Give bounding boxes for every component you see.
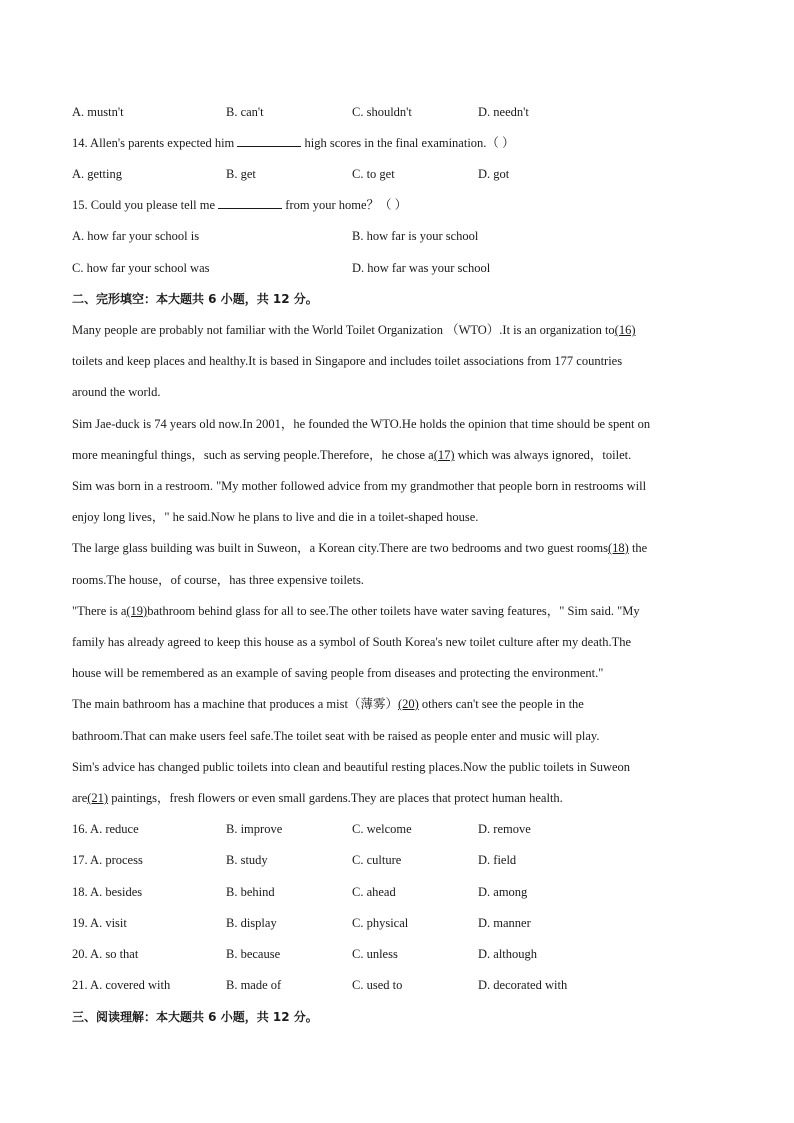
- passage-line: rooms.The house，of course，has three expensive toilets.: [72, 573, 364, 587]
- passage-line: Sim was born in a restroom. "My mother followed advice from my grandmother that people born in restrooms will: [72, 479, 647, 493]
- q14-option-b: B. get: [226, 167, 256, 181]
- choice-option-a: 18. A. besides: [72, 885, 143, 899]
- passage-text: bathroom behind glass for all to see.The other toilets have water saving features，" Sim said. "My: [147, 604, 640, 618]
- passage-line: [72, 322, 636, 338]
- choice-option-c: C. unless: [352, 947, 398, 961]
- blank-17: (17): [433, 448, 455, 462]
- q13-option-b: B. can't: [226, 105, 264, 119]
- blank-16: (16): [614, 323, 636, 337]
- passage-text: which was always ignored，toilet.: [454, 448, 632, 462]
- passage-line: [72, 603, 640, 619]
- q14-text-after: high scores in the final examination.（ ）: [301, 136, 515, 150]
- passage-line: [72, 447, 631, 463]
- passage-line: enjoy long lives，" he said.Now he plans to live and die in a toilet-shaped house.: [72, 510, 479, 524]
- choice-option-c: C. ahead: [352, 885, 396, 899]
- passage-text: Many people are probably not familiar with the World Toilet Organization （WTO）.It is an organization to: [72, 323, 615, 337]
- passage-line: [72, 540, 647, 556]
- passage-text: others can't see the people in the: [418, 697, 584, 711]
- section-cloze-heading: 二、完形填空：本大题共 6 小题，共 12 分。: [72, 292, 318, 306]
- passage-line: bathroom.That can make users feel safe.The toilet seat with be raised as people enter and music will play.: [72, 729, 600, 743]
- choice-option-a: 20. A. so that: [72, 947, 139, 961]
- passage-text: more meaningful things，such as serving people.Therefore，he chose a: [72, 448, 434, 462]
- q15-option-d: D. how far was your school: [352, 261, 491, 275]
- choice-option-b: B. because: [226, 947, 281, 961]
- passage-text: The main bathroom has a machine that produces a mist（薄雾）: [72, 697, 398, 711]
- q13-option-d: D. needn't: [478, 105, 529, 119]
- passage-text: The large glass building was built in Suweon，a Korean city.There are two bedrooms and two guest rooms: [72, 541, 608, 555]
- q15-option-b: B. how far is your school: [352, 229, 479, 243]
- choice-option-d: D. remove: [478, 822, 531, 836]
- passage-line: family has already agreed to keep this house as a symbol of South Korea's new toilet culture after my death.The: [72, 635, 632, 649]
- q13-option-a: A. mustn't: [72, 105, 124, 119]
- choice-option-d: D. field: [478, 853, 517, 867]
- q15-question: [72, 197, 407, 213]
- q14-text-before: 14. Allen's parents expected him: [72, 136, 238, 150]
- choice-option-a: 21. A. covered with: [72, 978, 171, 992]
- blank-19: (19): [126, 604, 148, 618]
- passage-line: Sim's advice has changed public toilets into clean and beautiful resting places.Now the public toilets in Suweon: [72, 760, 631, 774]
- choice-option-b: B. behind: [226, 885, 275, 899]
- q14-option-a: A. getting: [72, 167, 122, 181]
- passage-line: Sim Jae-duck is 74 years old now.In 2001，he founded the WTO.He holds the opinion that time should be spent on: [72, 417, 651, 431]
- choice-option-c: C. welcome: [352, 822, 412, 836]
- blank-18: (18): [608, 541, 629, 555]
- choice-option-b: B. made of: [226, 978, 282, 992]
- passage-line: [72, 790, 563, 806]
- blank-21: (21): [87, 791, 109, 805]
- passage-line: around the world.: [72, 385, 161, 399]
- choice-option-c: C. culture: [352, 853, 402, 867]
- passage-text: paintings，fresh flowers or even small gardens.They are places that protect human health.: [108, 791, 563, 805]
- q15-option-c: C. how far your school was: [72, 261, 210, 275]
- choice-option-d: D. manner: [478, 916, 531, 930]
- choice-option-b: B. study: [226, 853, 268, 867]
- blank-20: (20): [397, 697, 419, 711]
- passage-line: toilets and keep places and healthy.It is based in Singapore and includes toilet associations from 177 countries: [72, 354, 623, 368]
- q15-text-before: 15. Could you please tell me: [72, 198, 219, 212]
- q15-blank: [218, 197, 282, 209]
- passage-text: are: [72, 791, 88, 805]
- choice-option-d: D. among: [478, 885, 528, 899]
- choice-option-a: 16. A. reduce: [72, 822, 139, 836]
- choice-option-d: D. decorated with: [478, 978, 568, 992]
- choice-option-c: C. used to: [352, 978, 403, 992]
- passage-text: "There is a: [72, 604, 127, 618]
- choice-option-c: C. physical: [352, 916, 409, 930]
- passage-line: house will be remembered as an example of saving people from diseases and protecting the environment.": [72, 666, 604, 680]
- section-reading-heading: 三、阅读理解：本大题共 6 小题，共 12 分。: [72, 1010, 318, 1024]
- passage-line: [72, 696, 584, 712]
- q13-option-c: C. shouldn't: [352, 105, 412, 119]
- choice-option-d: D. although: [478, 947, 538, 961]
- q14-option-d: D. got: [478, 167, 510, 181]
- q14-question: [72, 135, 515, 151]
- choice-option-a: 19. A. visit: [72, 916, 127, 930]
- q14-blank: [237, 135, 301, 147]
- passage-text: the: [628, 541, 648, 555]
- choice-option-b: B. display: [226, 916, 277, 930]
- q15-text-after: from your home？（ ）: [282, 198, 408, 212]
- q14-option-c: C. to get: [352, 167, 395, 181]
- choice-option-b: B. improve: [226, 822, 283, 836]
- q15-option-a: A. how far your school is: [72, 229, 200, 243]
- choice-option-a: 17. A. process: [72, 853, 143, 867]
